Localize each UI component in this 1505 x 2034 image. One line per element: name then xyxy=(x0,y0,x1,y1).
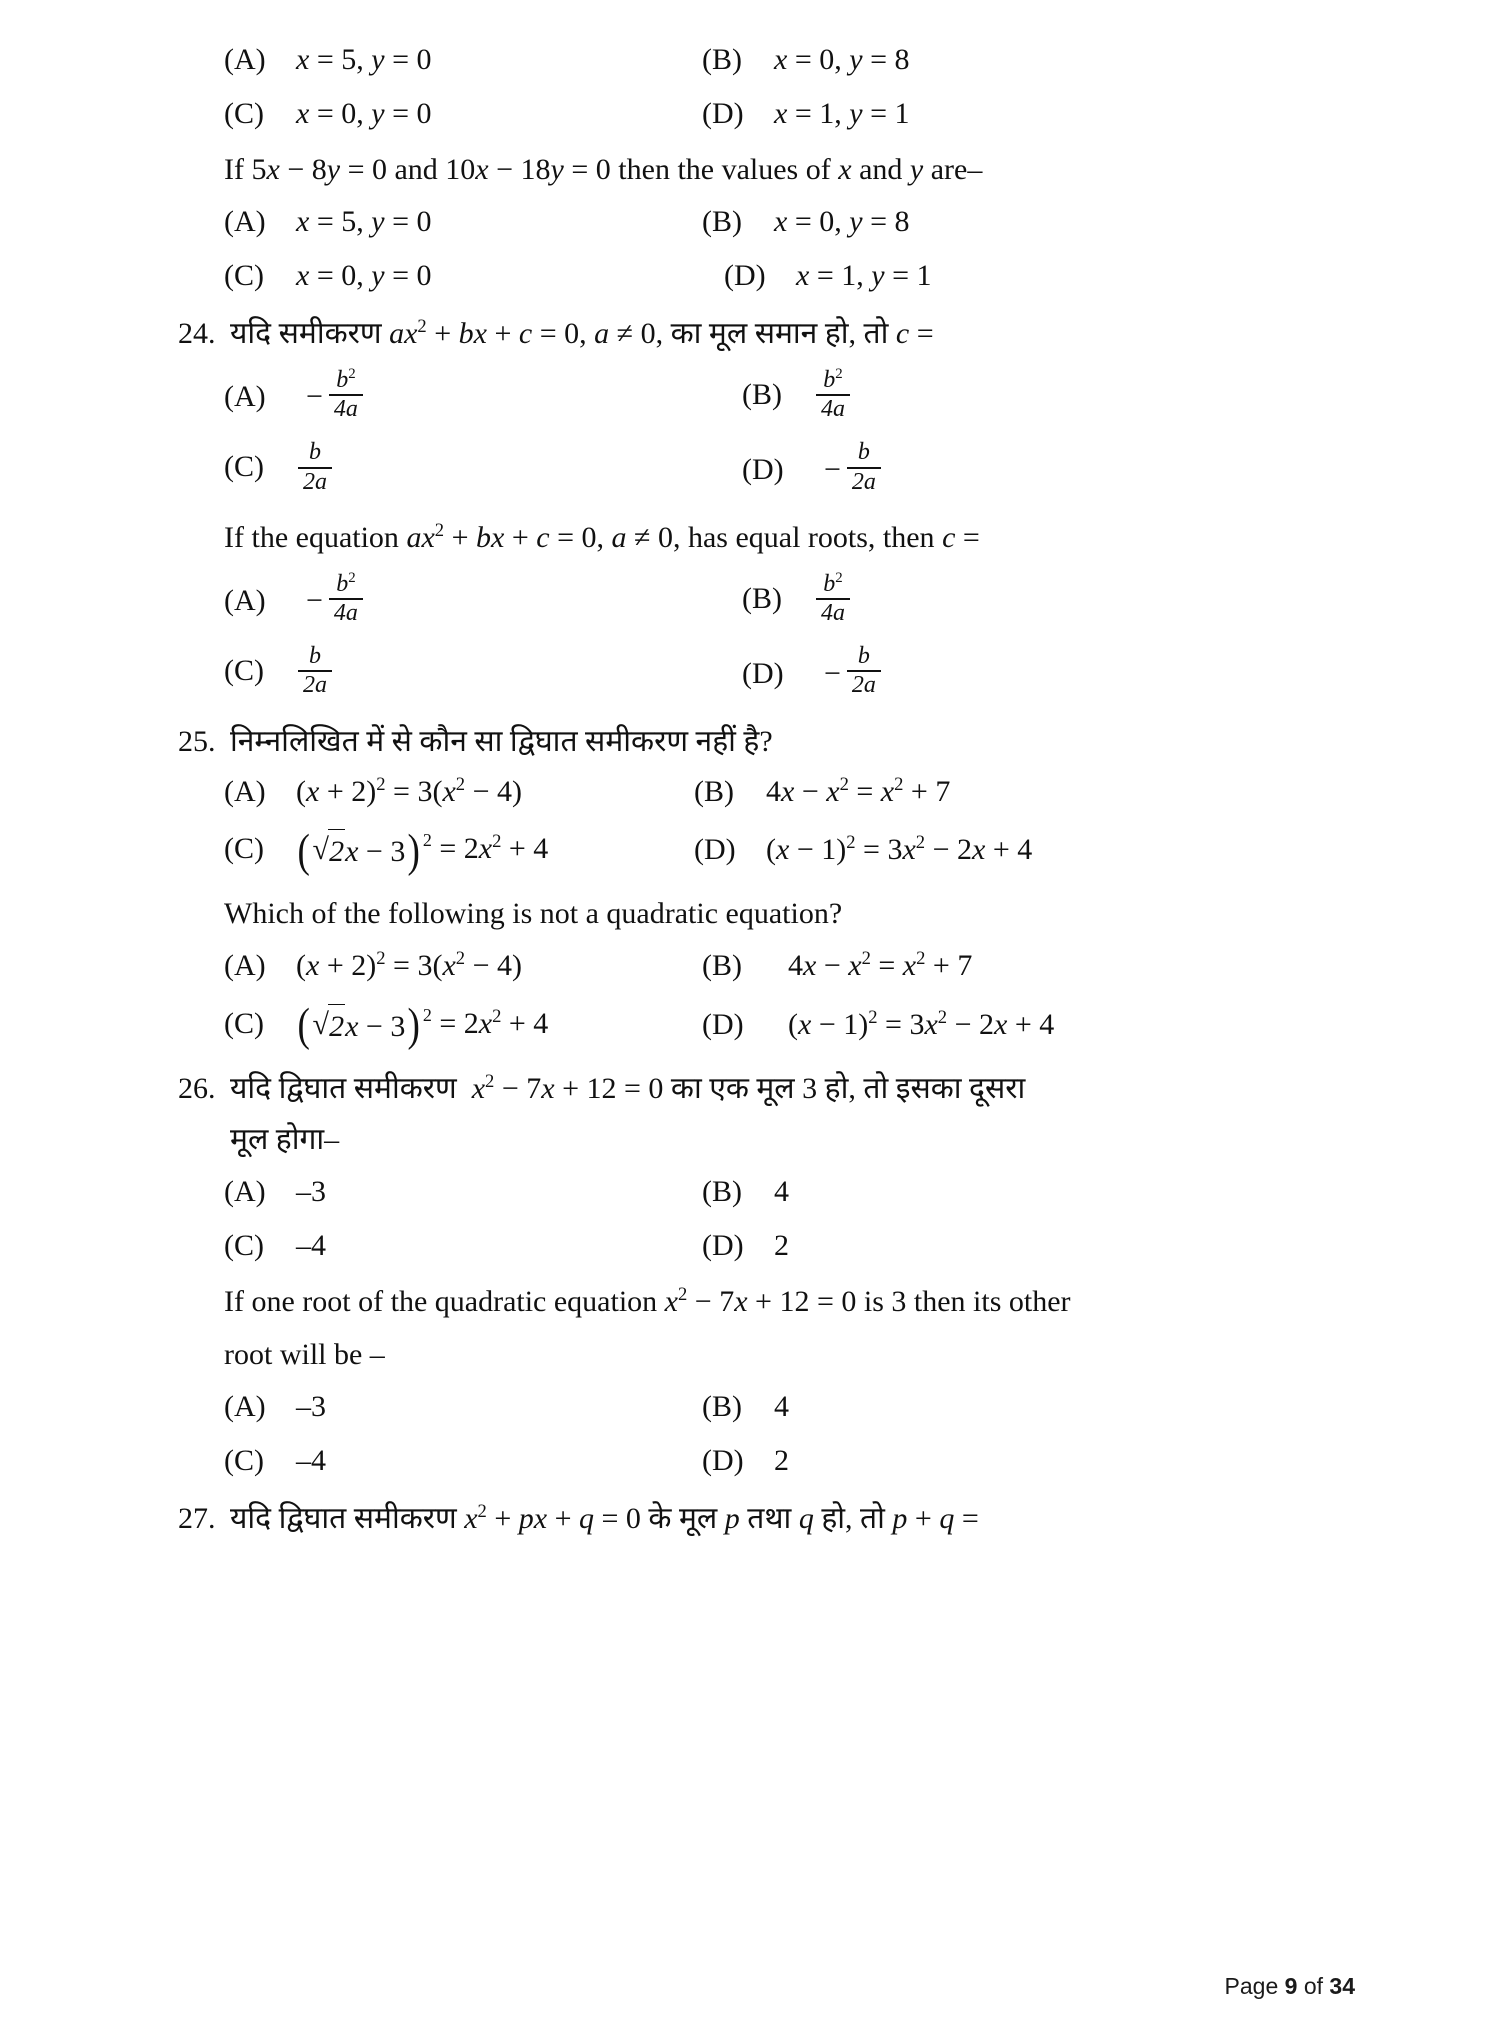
option-value: x = 0, y = 0 xyxy=(296,96,432,130)
question-25-options-hindi xyxy=(224,770,1328,877)
option-label: (A) xyxy=(224,1390,266,1424)
option-label: (C) xyxy=(224,1006,264,1040)
option-b[interactable] xyxy=(694,366,1328,424)
option-label: (C) xyxy=(224,96,264,130)
option-d[interactable] xyxy=(694,643,1328,700)
option-b[interactable] xyxy=(694,1385,1328,1429)
option-row xyxy=(224,944,1328,988)
option-label: (C) xyxy=(224,1443,264,1477)
option-value: 2 xyxy=(774,1443,789,1477)
question-24-hindi xyxy=(178,311,1328,356)
question-25-english-stem: Which of the following is not a quadratic equation? xyxy=(224,897,843,931)
option-b[interactable] xyxy=(694,1170,1328,1214)
question-stem: यदि समीकरण $ax^2$ + bx + c = 0, a ≠ 0, का मूल समान हो, तो c = xyxy=(230,316,934,350)
option-a[interactable] xyxy=(224,38,694,82)
option-c[interactable] xyxy=(224,254,694,298)
option-value: x = 1, y = 1 xyxy=(774,96,910,130)
option-label: (D) xyxy=(742,656,784,690)
option-label: (A) xyxy=(224,205,266,238)
option-row xyxy=(224,439,1328,496)
option-row xyxy=(224,1170,1328,1214)
option-label: (C) xyxy=(224,654,264,688)
option-a[interactable] xyxy=(224,1385,694,1429)
option-value: $(x - 1)^2 = 3x^2 - 2x + 4$ xyxy=(766,832,1033,867)
option-label: (B) xyxy=(694,774,734,808)
footer-middle: of xyxy=(1297,1973,1330,1999)
option-label: (C) xyxy=(224,450,264,484)
option-a[interactable] xyxy=(224,366,694,424)
option-label: (D) xyxy=(702,1008,744,1042)
question-26-english-stem-line1: If one root of the quadratic equation $x^2 - 7x + 12 = 0$ is 3 then its other xyxy=(224,1284,1071,1319)
option-label: (D) xyxy=(694,833,736,867)
option-value: $\frac{b^2}{4a}$ xyxy=(814,370,852,424)
option-value: 2 xyxy=(774,1228,789,1262)
question-26-stem-line2: मूल होगा– xyxy=(230,1123,340,1157)
option-value: x = 5, y = 0 xyxy=(296,205,432,238)
option-value: 4 xyxy=(774,1390,789,1424)
question-24-options-hindi xyxy=(224,366,1328,497)
orphan-options-hindi xyxy=(224,38,1328,135)
option-label: (D) xyxy=(724,258,766,292)
option-b[interactable] xyxy=(694,770,1328,814)
question-24-options-english xyxy=(224,569,1328,701)
page-content xyxy=(178,32,1328,1547)
page-footer xyxy=(1225,1973,1355,2000)
option-value: $(x + 2)^2 = 3(x^2 - 4)$ xyxy=(296,773,523,808)
question-26-options-english xyxy=(224,1385,1328,1482)
option-label: (A) xyxy=(224,774,266,808)
option-c[interactable] xyxy=(224,825,694,877)
option-value: ( √ 2x − 3 ) 2 = $2x^2 + 4$ xyxy=(296,1002,548,1048)
option-value: –3 xyxy=(296,1175,326,1209)
option-row xyxy=(224,1439,1328,1483)
question-27-hindi xyxy=(178,1496,1328,1541)
option-label: (B) xyxy=(702,205,742,238)
option-label: (B) xyxy=(702,1390,742,1424)
question-number: 27. xyxy=(178,1502,216,1536)
option-label: (D) xyxy=(702,96,744,130)
option-value: –4 xyxy=(296,1228,326,1262)
option-row xyxy=(224,366,1328,424)
option-c[interactable] xyxy=(224,1224,694,1268)
option-label: (A) xyxy=(224,584,266,618)
option-value: x = 5, y = 0 xyxy=(296,43,432,76)
option-row xyxy=(224,770,1328,814)
option-row xyxy=(224,38,1328,82)
question-26-hindi xyxy=(178,1066,1328,1111)
option-value: $4x - x^2 = x^2 + 7$ xyxy=(766,773,951,808)
option-d[interactable] xyxy=(694,1439,1328,1483)
option-label: (A) xyxy=(224,43,266,76)
question-number: 25. xyxy=(178,724,216,758)
option-label: (C) xyxy=(224,832,264,865)
option-label: (B) xyxy=(702,43,742,76)
option-value: $\frac{b}{2a}$ xyxy=(296,646,334,700)
option-value: x = 0, y = 0 xyxy=(296,258,432,292)
question-26-options-hindi xyxy=(224,1170,1328,1267)
option-label: (A) xyxy=(224,1175,266,1209)
option-row xyxy=(224,254,1328,298)
option-value: ( √ 2x − 3 ) 2 = $2x^2 + 4$ xyxy=(296,827,548,873)
option-label: (B) xyxy=(742,581,782,615)
option-label: (D) xyxy=(742,452,784,486)
option-a[interactable] xyxy=(224,770,694,814)
option-c[interactable] xyxy=(224,643,694,700)
orphan-options-english xyxy=(224,200,1328,297)
question-number: 24. xyxy=(178,317,216,350)
option-d[interactable] xyxy=(694,439,1328,496)
option-value: − $\frac{b^2}{4a}$ xyxy=(296,574,365,628)
option-d[interactable] xyxy=(694,1224,1328,1268)
option-row xyxy=(224,569,1328,628)
option-row xyxy=(224,92,1328,136)
question-stem: निम्नलिखित में से कौन सा द्विघात समीकरण नहीं है? xyxy=(230,724,773,758)
question-25-hindi xyxy=(178,719,1328,764)
question-24-english-stem: If the equation $ax^2$ + bx + c = 0, a ≠ 0, has equal roots, then c = xyxy=(224,519,980,554)
question-25-options-english xyxy=(224,944,1328,1052)
option-row xyxy=(224,1000,1328,1052)
option-value: x = 0, y = 8 xyxy=(774,205,910,238)
option-row xyxy=(224,1385,1328,1429)
option-a[interactable] xyxy=(224,944,694,988)
footer-total-pages: 34 xyxy=(1329,1973,1355,1999)
option-value: x = 1, y = 1 xyxy=(796,258,932,292)
option-value: $\frac{b}{2a}$ xyxy=(296,442,334,496)
option-label: (B) xyxy=(702,1175,742,1209)
option-c[interactable] xyxy=(224,1439,694,1483)
option-c[interactable] xyxy=(224,439,694,496)
option-a[interactable] xyxy=(224,569,694,628)
option-c[interactable] xyxy=(224,1000,694,1052)
option-label: (B) xyxy=(742,378,782,412)
footer-prefix: Page xyxy=(1224,1973,1285,1999)
option-value: − $\frac{b^2}{4a}$ xyxy=(296,370,365,424)
option-value: − $\frac{b}{2a}$ xyxy=(814,442,883,496)
option-label: (B) xyxy=(702,949,742,983)
option-d[interactable] xyxy=(694,828,1328,872)
option-value: –4 xyxy=(296,1443,326,1477)
option-row xyxy=(224,1224,1328,1268)
option-label: (C) xyxy=(224,1228,264,1262)
question-number: 26. xyxy=(178,1072,216,1106)
question-stem-line1: यदि द्विघात समीकरण $x^2 - 7x + 12 = 0$ का एक मूल 3 हो, तो इसका दूसरा xyxy=(230,1071,1026,1106)
option-label: (C) xyxy=(224,258,264,292)
option-b[interactable] xyxy=(694,38,1328,82)
option-b[interactable] xyxy=(694,200,1328,244)
option-a[interactable] xyxy=(224,1170,694,1214)
option-value: x = 0, y = 8 xyxy=(774,43,910,76)
option-d[interactable] xyxy=(694,1003,1328,1047)
option-label: (A) xyxy=(224,380,266,414)
question-stem: यदि द्विघात समीकरण $x^2$ + px + q = 0 के मूल p तथा q हो, तो p + q = xyxy=(230,1501,979,1536)
option-label: (A) xyxy=(224,949,266,983)
option-row xyxy=(224,643,1328,700)
option-value: $(x - 1)^2 = 3x^2 - 2x + 4$ xyxy=(788,1007,1055,1042)
option-value: $\frac{b^2}{4a}$ xyxy=(814,574,852,628)
option-a[interactable] xyxy=(224,200,694,244)
option-row xyxy=(224,825,1328,877)
option-d[interactable] xyxy=(694,92,1328,136)
option-d[interactable] xyxy=(694,254,1328,298)
question-26-english-stem-line2: root will be – xyxy=(224,1338,385,1372)
option-value: $4x - x^2 = x^2 + 7$ xyxy=(788,948,973,983)
option-value: $(x + 2)^2 = 3(x^2 - 4)$ xyxy=(296,948,523,983)
option-row xyxy=(224,200,1328,244)
option-label: (D) xyxy=(702,1228,744,1262)
option-value: − $\frac{b}{2a}$ xyxy=(814,646,883,700)
option-value: –3 xyxy=(296,1390,326,1424)
option-b[interactable] xyxy=(694,569,1328,628)
option-label: (D) xyxy=(702,1443,744,1477)
orphan-english-stem: If 5x − 8y = 0 and 10x − 18y = 0 then the values of x and y are– xyxy=(224,153,983,186)
footer-page-number: 9 xyxy=(1284,1973,1298,1999)
option-b[interactable] xyxy=(694,944,1328,988)
option-value: 4 xyxy=(774,1175,789,1209)
option-c[interactable] xyxy=(224,92,694,136)
